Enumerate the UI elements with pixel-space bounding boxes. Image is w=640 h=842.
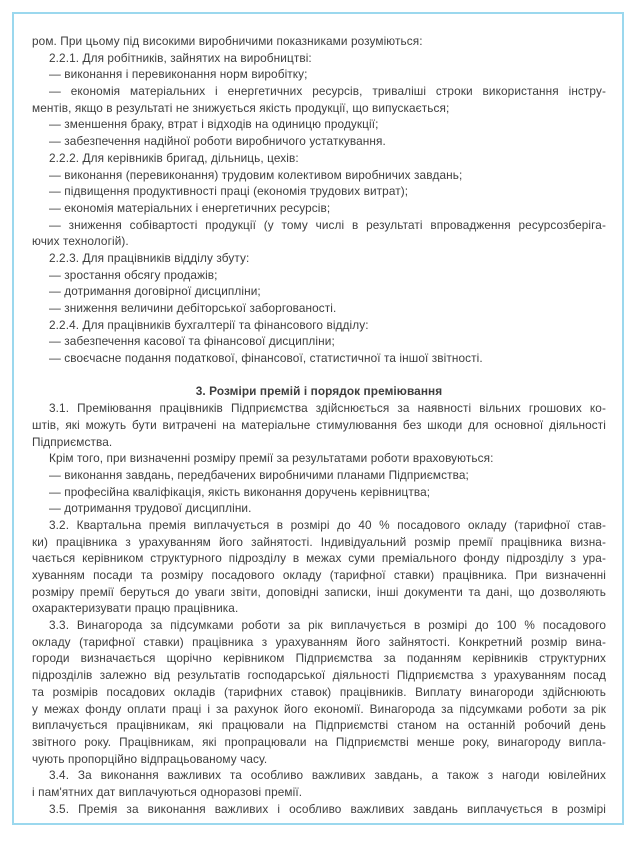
document-line: Крім того, при визначенні розміру премії за результатами роботи враховуються: bbox=[49, 451, 494, 466]
document-line: звітного року. Працівникам, які пропрацювали на Підприємстві менше року, винагороду випла- bbox=[32, 734, 606, 749]
document-line: — забезпечення надійної роботи виробничого устаткування. bbox=[49, 134, 386, 149]
document-text-block bbox=[32, 33, 606, 817]
document-line: хуванням посади та розміру посадового окладу (тарифної ставки) працівника. При визначенні bbox=[32, 568, 606, 582]
document-line: — дотримання трудової дисципліни. bbox=[49, 501, 252, 516]
document-line: 3.2. Квартальна премія виплачується в розмірі до 40 % посадового окладу (тарифної став- bbox=[49, 517, 606, 532]
document-line: городи визначається щорічно керівником Підприємства за поданням керівників структурних bbox=[32, 651, 606, 666]
document-line: 2.2.3. Для працівників відділу збуту: bbox=[49, 250, 250, 265]
document-page-border bbox=[12, 12, 624, 825]
document-line: — професійна кваліфікація, якість виконання доручень керівництва; bbox=[49, 484, 431, 499]
document-line: — зменшення браку, втрат і відходів на одиницю продукції; bbox=[49, 117, 379, 132]
document-line: — економія матеріальних і енергетичних ресурсів; bbox=[49, 200, 331, 215]
document-line: 2.2.1. Для робітників, зайнятих на виробництві: bbox=[49, 50, 312, 65]
document-line: — виконання і перевиконання норм виробітку; bbox=[49, 67, 308, 82]
document-line: — економія матеріальних і енергетичних ресурсів, триваліші строки використання інстру- bbox=[49, 84, 606, 99]
document-line: та розмірів посадових окладів (тарифних ставок) працівників. Виплату винагороди здійснюють bbox=[32, 684, 606, 699]
document-line: — виконання завдань, передбачених виробничими планами Підприємства; bbox=[49, 467, 469, 482]
document-line: ки) працівника з урахуванням його зайнятості. Індивідуальний розмір премії працівника визна- bbox=[32, 534, 606, 549]
document-line: підрозділів залежно від результатів господарської діяльності Підприємства з урахуванням посад bbox=[32, 668, 606, 683]
document-line: — зниження собівартості продукції (у тому числі в результаті впровадження ресурсозберіга- bbox=[49, 217, 606, 232]
document-line: — забезпечення касової та фінансової дисципліни; bbox=[49, 334, 335, 349]
document-line: розміру премії беруться до уваги звіти, доповідні записки, інші документи та дані, що дозволяють bbox=[32, 584, 606, 599]
document-line: і пам'ятних дат виплачуються одноразові премії. bbox=[32, 784, 303, 799]
document-line: у межах фонду оплати праці і за рахунок його економії. Винагорода за підсумками роботи за рік bbox=[32, 701, 606, 716]
blank-line bbox=[32, 367, 606, 384]
document-line: окладу (тарифної ставки) працівника з урахуванням його зайнятості. Конкретний розмір вина- bbox=[32, 634, 606, 649]
document-line: 3.1. Преміювання працівників Підприємства здійснюється за наявності вільних грошових ко- bbox=[49, 401, 606, 416]
document-line: Підприємства. bbox=[32, 434, 113, 449]
document-line: — зниження величини дебіторської заборгованості. bbox=[49, 301, 337, 315]
document-line: охарактеризувати працю працівника. bbox=[32, 601, 239, 616]
document-line: виплачується працівникам, які працювали на Підприємстві станом на останній робочий день bbox=[32, 718, 606, 733]
document-line: ючих технологій). bbox=[32, 234, 129, 249]
document-line: ментів, якщо в результаті не знижується якість продукції, що випускається; bbox=[32, 100, 450, 115]
document-line: — виконання (перевиконання) трудовим колективом виробничих завдань; bbox=[49, 167, 463, 182]
document-line: чують пропорційно відпрацьованому часу. bbox=[32, 751, 268, 766]
document-line: 3.5. Премія за виконання важливих і особливо важливих завдань виплачується в розмірі bbox=[49, 801, 606, 816]
document-line: чається керівником структурного підрозділу в межах суми преміального фонду підрозділу з ура- bbox=[32, 551, 606, 566]
document-line: 2.2.2. Для керівників бригад, дільниць, цехів: bbox=[49, 150, 299, 165]
document-line: 3.3. Винагорода за підсумками роботи за рік виплачується в розмірі до 100 % посадового bbox=[49, 618, 606, 633]
document-line: штів, які можуть бути витрачені на матеріальне стимулювання без шкоди для основної діяльності bbox=[32, 417, 606, 432]
document-line: ром. При цьому під високими виробничими показниками розуміються: bbox=[32, 34, 423, 48]
document-line: — зростання обсягу продажів; bbox=[49, 267, 218, 282]
document-line: 3.4. За виконання важливих та особливо важливих завдань, а також з нагоди ювілейних bbox=[49, 768, 606, 783]
document-line: — дотримання договірної дисципліни; bbox=[49, 284, 261, 299]
document-line: 2.2.4. Для працівників бухгалтерії та фінансового відділу: bbox=[49, 317, 369, 332]
section-heading: 3. Розміри премій і порядок преміювання bbox=[195, 384, 443, 399]
document-line: — підвищення продуктивності праці (економія трудових витрат); bbox=[49, 184, 409, 199]
document-line: — своєчасне подання податкової, фінансової, статистичної та іншої звітності. bbox=[49, 351, 483, 366]
